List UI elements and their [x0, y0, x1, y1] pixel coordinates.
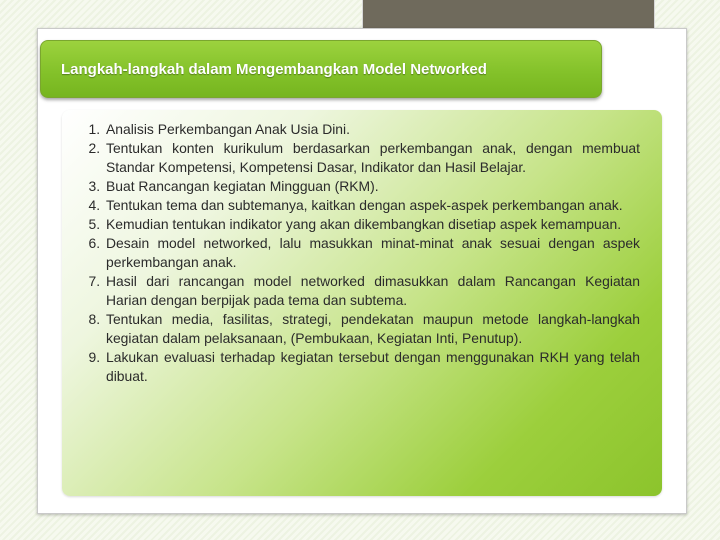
step-item: 6. Desain model networked, lalu masukkan minat-minat anak sesuai dengan aspek perkembangan anak. [104, 234, 640, 272]
step-item: 2. Tentukan konten kurikulum berdasarkan perkembangan anak, dengan membuat Standar Kompetensi, Kompetensi Dasar, Indikator dan Hasil Belajar. [104, 139, 640, 177]
step-item: 1. Analisis Perkembangan Anak Usia Dini. [104, 120, 640, 139]
step-item: 8. Tentukan media, fasilitas, strategi, pendekatan maupun metode langkah-langkah kegiatan dalam pelaksanaan, (Pembukaan, Kegiatan Inti, Penutup). [104, 310, 640, 348]
steps-list [68, 120, 640, 386]
step-item: 3. Buat Rancangan kegiatan Mingguan (RKM). [104, 177, 640, 196]
step-item: 5. Kemudian tentukan indikator yang akan dikembangkan disetiap aspek kemampuan. [104, 215, 640, 234]
slide-title: Langkah-langkah dalam Mengembangkan Model Networked [61, 60, 487, 78]
step-item: 9. Lakukan evaluasi terhadap kegiatan tersebut dengan menggunakan RKH yang telah dibuat. [104, 348, 640, 386]
step-item: 4. Tentukan tema dan subtemanya, kaitkan dengan aspek-aspek perkembangan anak. [104, 196, 640, 215]
step-item: 7. Hasil dari rancangan model networked dimasukkan dalam Rancangan Kegiatan Harian dengan berpijak pada tema dan subtema. [104, 272, 640, 310]
decorative-top-tab [362, 0, 655, 29]
title-banner [40, 40, 602, 98]
